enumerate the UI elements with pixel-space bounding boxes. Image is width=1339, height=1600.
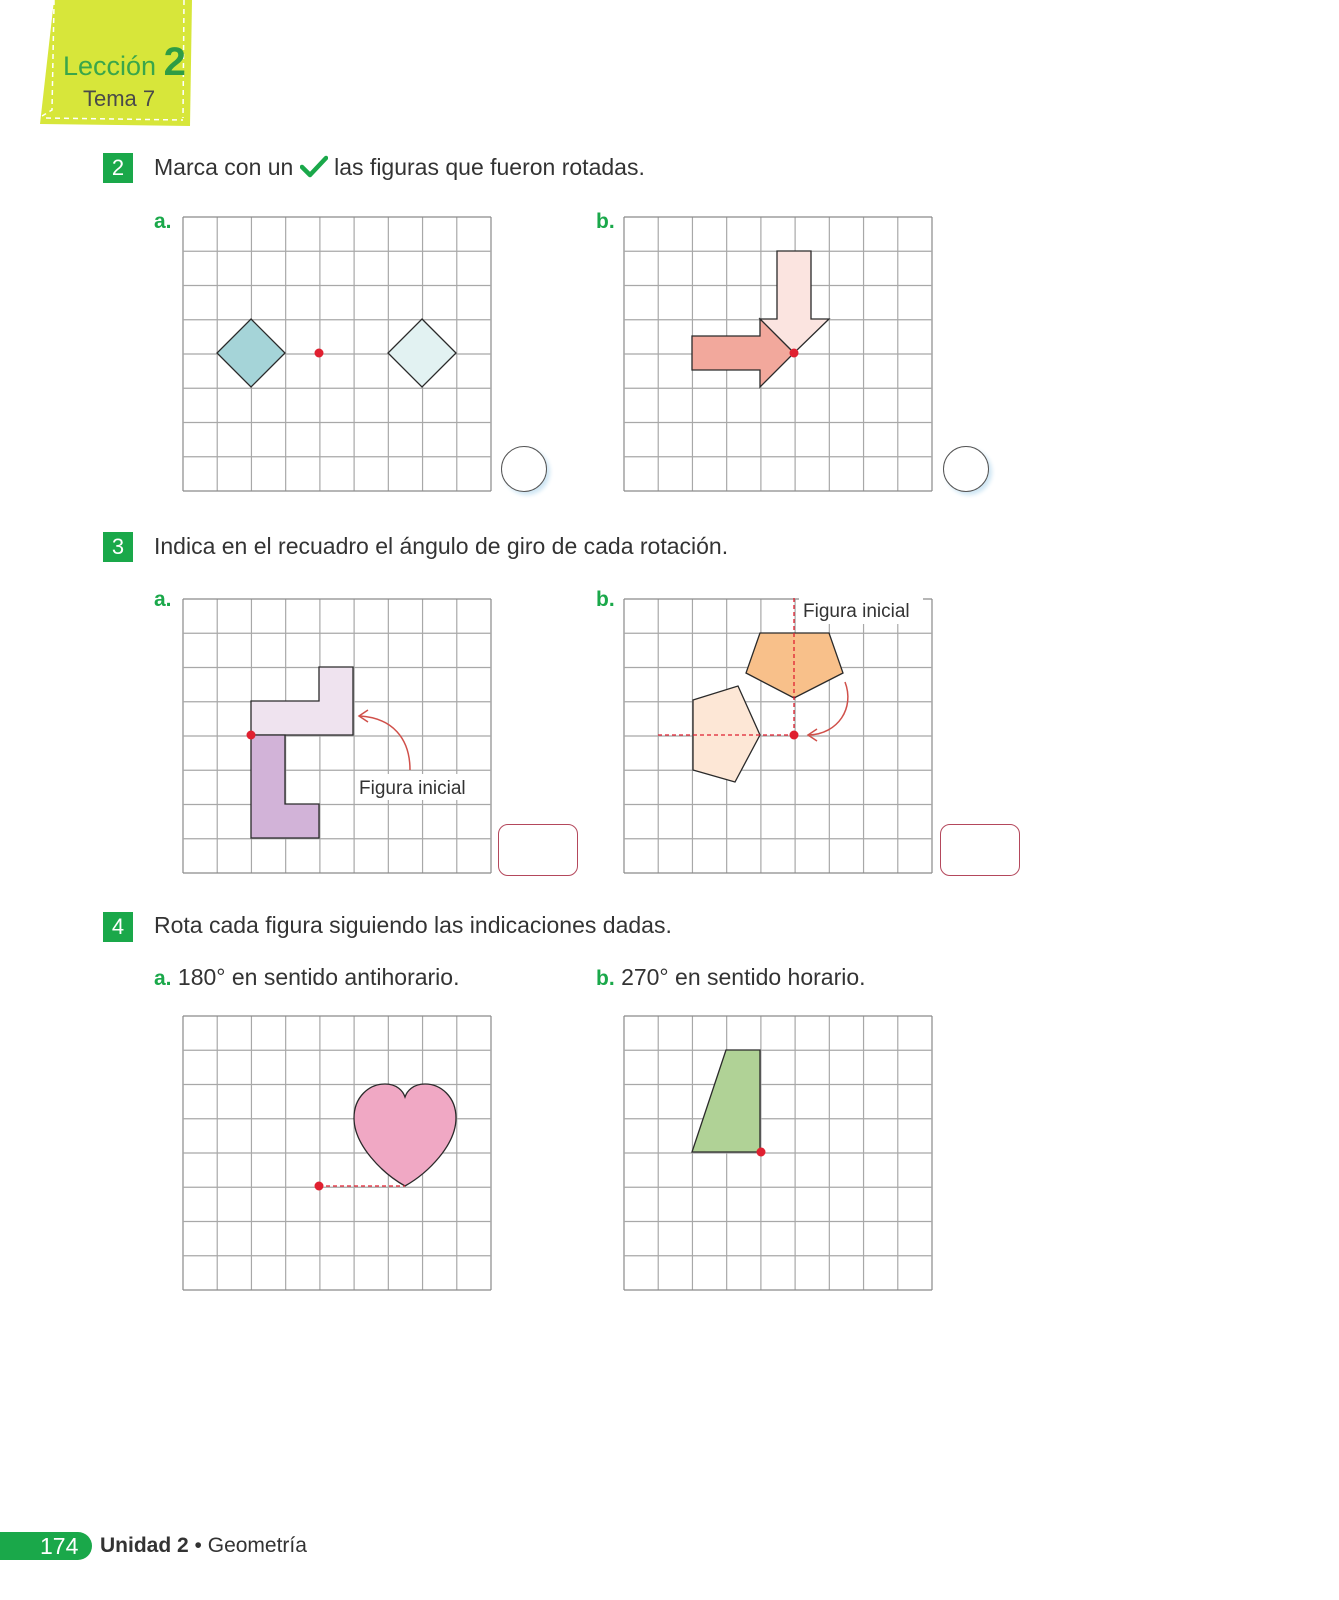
lesson-number: 2 (163, 40, 186, 84)
trapezoid-figure (692, 1050, 760, 1152)
exercise-4-instruction: Rota cada figura siguiendo las indicaciones dadas. (154, 912, 672, 938)
exercise-4a-instruction: a. 180° en sentido antihorario. (154, 964, 460, 990)
exercise-4-number: 4 (103, 912, 133, 942)
check-icon (300, 155, 328, 179)
grid-lines (183, 599, 491, 873)
grid-3b (623, 598, 933, 874)
rotation-center (757, 1148, 766, 1157)
exercise-4b-label: b. (596, 967, 615, 990)
answer-circle-2a[interactable] (501, 446, 547, 492)
rotation-center (790, 731, 799, 740)
l-shape-initial (251, 667, 353, 735)
rotation-center (790, 349, 799, 358)
grid-lines (624, 1016, 932, 1290)
topic-label: Tema 7 (83, 86, 156, 111)
exercise-2-instruction: Marca con un las figuras que fueron rotadas. (154, 154, 645, 180)
exercise-3b-label: b. (596, 588, 615, 611)
rotation-center (315, 1182, 324, 1191)
footer-unit-text: Unidad 2 • Geometría (100, 1534, 307, 1557)
exercise-3-number: 3 (103, 532, 133, 562)
rotation-center (247, 731, 256, 740)
grid-2a (182, 216, 492, 492)
pentagon-rotated (693, 686, 760, 782)
exercise-4b-instruction: b. 270° en sentido horario. (596, 964, 866, 990)
exercise-2b-label: b. (596, 210, 615, 233)
exercise-2-number: 2 (103, 153, 133, 183)
exercise-4a-label: a. (154, 967, 172, 990)
exercise-3-instruction: Indica en el recuadro el ángulo de giro de cada rotación. (154, 533, 729, 559)
answer-circle-2b[interactable] (943, 446, 989, 492)
l-shape-rotated (251, 735, 319, 838)
page-number: 174 (40, 1533, 79, 1559)
grid-2b (623, 216, 933, 492)
answer-box-3a[interactable] (498, 824, 578, 876)
caption-initial-figure-3b: Figura inicial (803, 601, 910, 622)
exercise-3a-label: a. (154, 588, 172, 611)
caption-initial-figure-3a: Figura inicial (359, 778, 466, 799)
rotation-arrow (809, 682, 848, 735)
grid-lines (183, 1016, 491, 1290)
rotation-arrow (360, 716, 410, 770)
grid-4b (623, 1015, 933, 1291)
heart-figure (354, 1084, 456, 1186)
exercise-2a-label: a. (154, 210, 172, 233)
grid-3a (182, 598, 492, 874)
grid-4a (182, 1015, 492, 1291)
rotation-center (315, 349, 324, 358)
diamond-original (217, 319, 285, 387)
lesson-title: Lección 2 (63, 40, 186, 84)
answer-box-3b[interactable] (940, 824, 1020, 876)
